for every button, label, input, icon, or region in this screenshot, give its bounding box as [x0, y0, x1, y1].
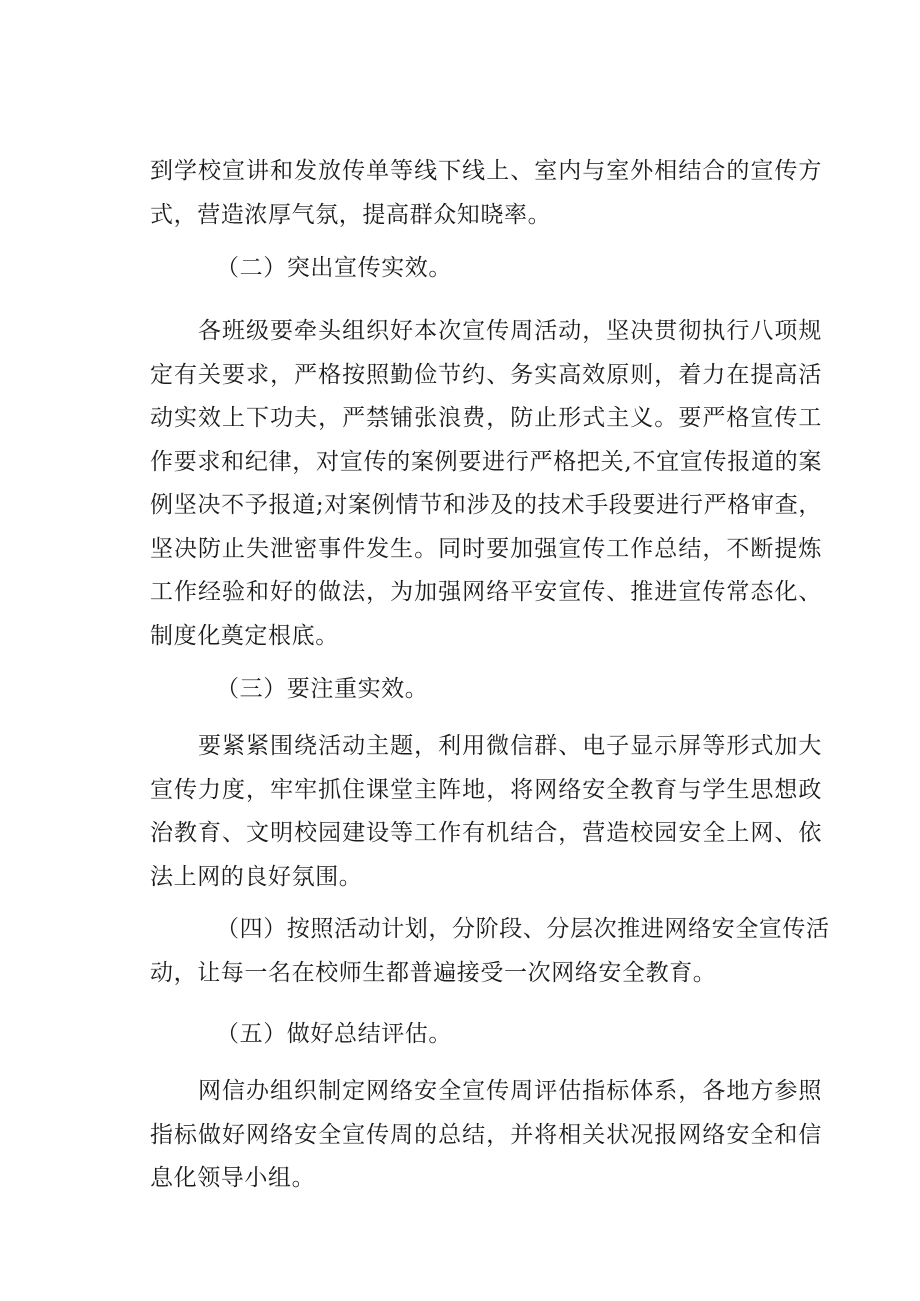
- paragraph-section-4: （四）按照活动计划，分阶段、分层次推进网络安全宣传活动，让每一名在校师生都普遍接受一次网络安全教育。: [150, 916, 830, 986]
- section-heading-5: （五）做好总结评估。: [216, 1021, 452, 1047]
- section-heading-3: （三）要注重实效。: [216, 676, 429, 702]
- paragraph-section-3: 要紧紧围绕活动主题，利用微信群、电子显示屏等形式加大宣传力度，牢牢抓住课堂主阵地，将网络安全教育与学生思想政治教育、文明校园建设等工作有机结合，营造校园安全上网、依法上网的良好氛围。: [150, 733, 822, 890]
- paragraph-section-2: 各班级要牵头组织好本次宣传周活动，坚决贯彻执行八项规定有关要求，严格按照勤俭节约、务实高效原则，着力在提高活动实效上下功夫，严禁铺张浪费，防止形式主义。要严格宣传工作要求和纪律，对宣传的案例要进行严格把关,不宜宣传报道的案例坚决不予报道;对案例情节和涉及的技术手段要进行严格审查，坚决防止失泄密事件发生。同时要加强宣传工作总结，不断提炼工作经验和好的做法，为加强网络平安宣传、推进宣传常态化、制度化奠定根底。: [150, 318, 822, 649]
- paragraph-section-5: 网信办组织制定网络安全宣传周评估指标体系，各地方参照指标做好网络安全宣传周的总结，并将相关状况报网络安全和信息化领导小组。: [150, 1078, 822, 1191]
- section-heading-2: （二）突出宣传实效。: [216, 255, 452, 281]
- paragraph-continuation: 到学校宣讲和发放传单等线下线上、室内与室外相结合的宣传方式，营造浓厚气氛，提高群众知晓率。: [150, 158, 822, 228]
